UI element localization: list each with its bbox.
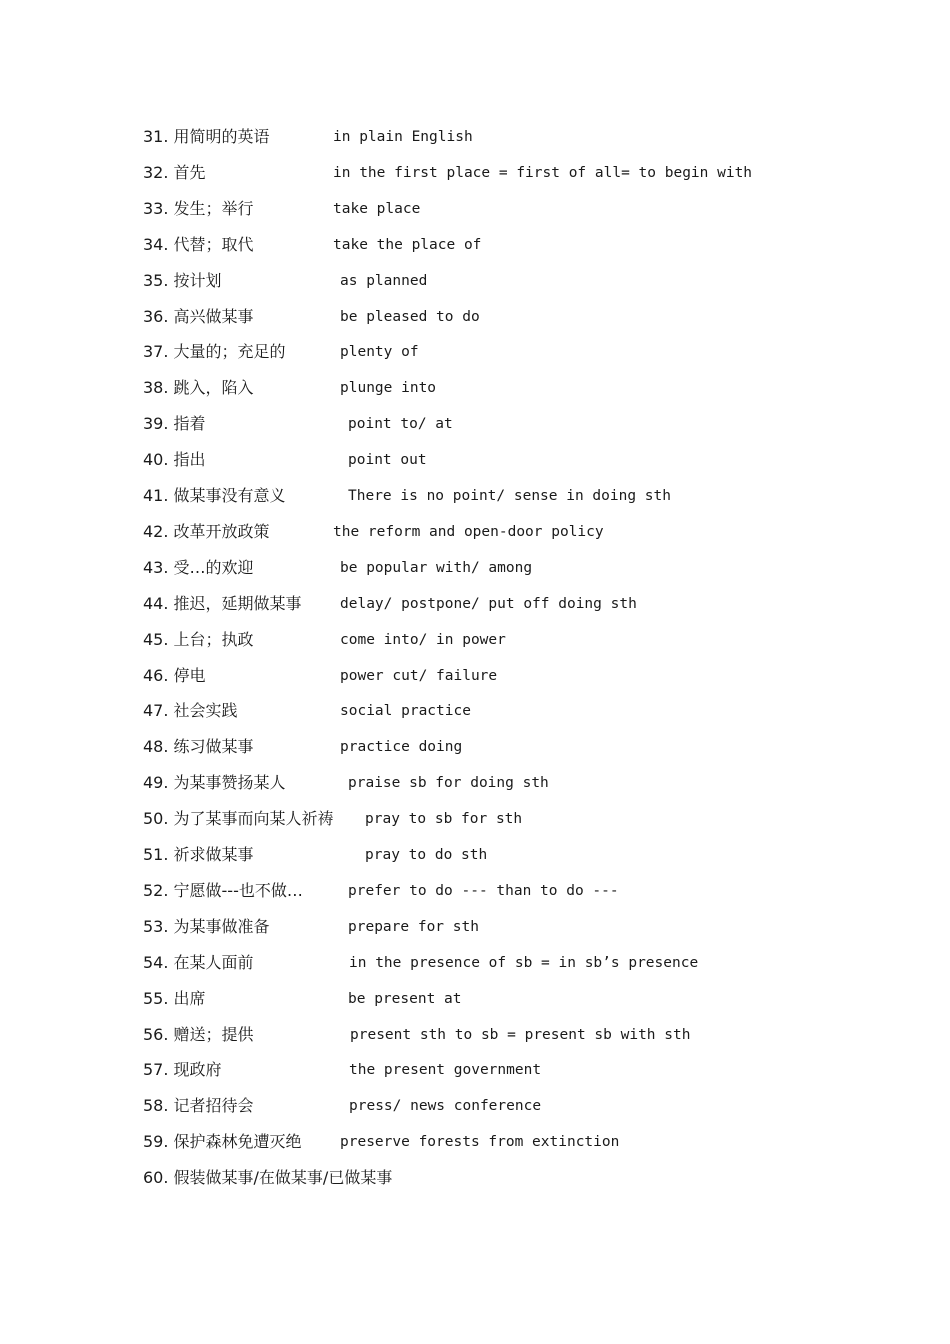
english-phrase: take place <box>333 200 421 217</box>
english-phrase: in the first place = first of all= to begin with <box>333 164 753 181</box>
english-phrase: plunge into <box>340 380 437 397</box>
chinese-term: 43. 受…的欢迎 <box>143 557 254 577</box>
vocab-entry <box>143 1023 691 1047</box>
vocab-entry <box>143 628 506 652</box>
vocab-entry <box>143 771 549 795</box>
vocab-entry <box>143 269 428 293</box>
chinese-term: 46. 停电 <box>143 665 206 685</box>
english-phrase: point out <box>348 452 427 469</box>
english-phrase: prefer to do --- than to do --- <box>348 882 619 899</box>
chinese-term: 48. 练习做某事 <box>143 737 254 757</box>
vocab-entry <box>143 1058 542 1082</box>
chinese-term: 38. 跳入，陷入 <box>143 378 254 398</box>
english-phrase: in plain English <box>333 129 473 145</box>
chinese-term: 33. 发生；举行 <box>143 198 254 218</box>
english-phrase: as planned <box>340 272 428 289</box>
english-phrase: the present government <box>349 1062 542 1079</box>
vocab-entry <box>143 699 471 723</box>
english-phrase: There is no point/ sense in doing sth <box>348 488 672 504</box>
chinese-term: 60. 假装做某事/在做某事/已做某事 <box>143 1168 393 1188</box>
vocab-entry <box>143 520 604 544</box>
chinese-term: 58. 记者招待会 <box>143 1096 254 1116</box>
english-phrase: pray to do sth <box>365 847 488 863</box>
english-phrase: be pleased to do <box>340 308 480 325</box>
chinese-term: 57. 现政府 <box>143 1060 222 1080</box>
vocab-entry <box>143 735 463 759</box>
english-phrase: point to/ at <box>348 416 453 433</box>
chinese-term: 40. 指出 <box>143 450 206 470</box>
vocab-entry <box>143 843 488 867</box>
chinese-term: 32. 首先 <box>143 162 206 182</box>
english-phrase: press/ news conference <box>349 1098 542 1115</box>
english-phrase: pray to sb for sth <box>365 811 523 828</box>
chinese-term: 52. 宁愿做---也不做… <box>143 880 303 900</box>
chinese-term: 41. 做某事没有意义 <box>143 486 286 505</box>
vocab-entry <box>143 1166 392 1190</box>
vocab-entry <box>143 197 421 221</box>
chinese-term: 50. 为了某事而向某人祈祷 <box>143 809 334 829</box>
vocab-entry <box>143 592 637 616</box>
english-phrase: social practice <box>340 703 471 720</box>
chinese-term: 53. 为某事做准备 <box>143 916 270 936</box>
english-phrase: take the place of <box>333 236 482 253</box>
vocab-entry <box>143 305 480 329</box>
english-phrase: the reform and open-door policy <box>333 523 604 540</box>
chinese-term: 42. 改革开放政策 <box>143 521 270 541</box>
chinese-term: 35. 按计划 <box>143 270 222 290</box>
vocab-entry <box>143 915 479 939</box>
chinese-term: 49. 为某事赞扬某人 <box>143 773 286 793</box>
chinese-term: 55. 出席 <box>143 988 206 1008</box>
english-phrase: be present at <box>348 990 462 1007</box>
chinese-term: 45. 上台；执政 <box>143 629 254 649</box>
vocab-entry <box>143 1094 542 1118</box>
chinese-term: 47. 社会实践 <box>143 701 238 721</box>
vocab-entry <box>143 664 498 688</box>
vocab-entry <box>143 879 619 903</box>
chinese-term: 39. 指着 <box>143 414 206 434</box>
english-phrase: preserve forests from extinction <box>340 1134 620 1151</box>
vocab-entry <box>143 233 482 257</box>
vocab-entry <box>143 412 453 436</box>
english-phrase: practice doing <box>340 739 463 756</box>
chinese-term: 36. 高兴做某事 <box>143 306 254 326</box>
vocab-entry <box>143 448 427 472</box>
chinese-term: 31. 用简明的英语 <box>143 127 270 146</box>
vocab-entry <box>143 161 753 185</box>
english-phrase: delay/ postpone/ put off doing sth <box>340 595 637 612</box>
chinese-term: 34. 代替；取代 <box>143 234 254 254</box>
vocab-entry <box>143 951 699 975</box>
chinese-term: 51. 祈求做某事 <box>143 845 254 864</box>
vocab-entry <box>143 1130 620 1154</box>
vocab-entry <box>143 807 523 831</box>
vocab-entry <box>143 484 672 508</box>
english-phrase: power cut/ failure <box>340 667 498 684</box>
english-phrase: present sth to sb = present sb with sth <box>350 1026 691 1043</box>
english-phrase: in the presence of sb = in sb’s presence <box>349 954 699 971</box>
english-phrase: be popular with/ among <box>340 559 533 576</box>
english-phrase: come into/ in power <box>340 631 506 648</box>
vocab-entry <box>143 125 473 149</box>
chinese-term: 59. 保护森林免遭灭绝 <box>143 1132 302 1152</box>
chinese-term: 56. 赠送；提供 <box>143 1024 254 1044</box>
english-phrase: prepare for sth <box>348 918 479 935</box>
chinese-term: 44. 推迟，延期做某事 <box>143 593 302 613</box>
chinese-term: 54. 在某人面前 <box>143 952 254 972</box>
english-phrase: plenty of <box>340 344 419 361</box>
chinese-term: 37. 大量的；充足的 <box>143 342 286 362</box>
english-phrase: praise sb for doing sth <box>348 775 549 792</box>
vocab-entry <box>143 376 437 400</box>
vocab-entry <box>143 340 419 364</box>
vocab-entry <box>143 987 462 1011</box>
vocab-entry <box>143 556 533 580</box>
